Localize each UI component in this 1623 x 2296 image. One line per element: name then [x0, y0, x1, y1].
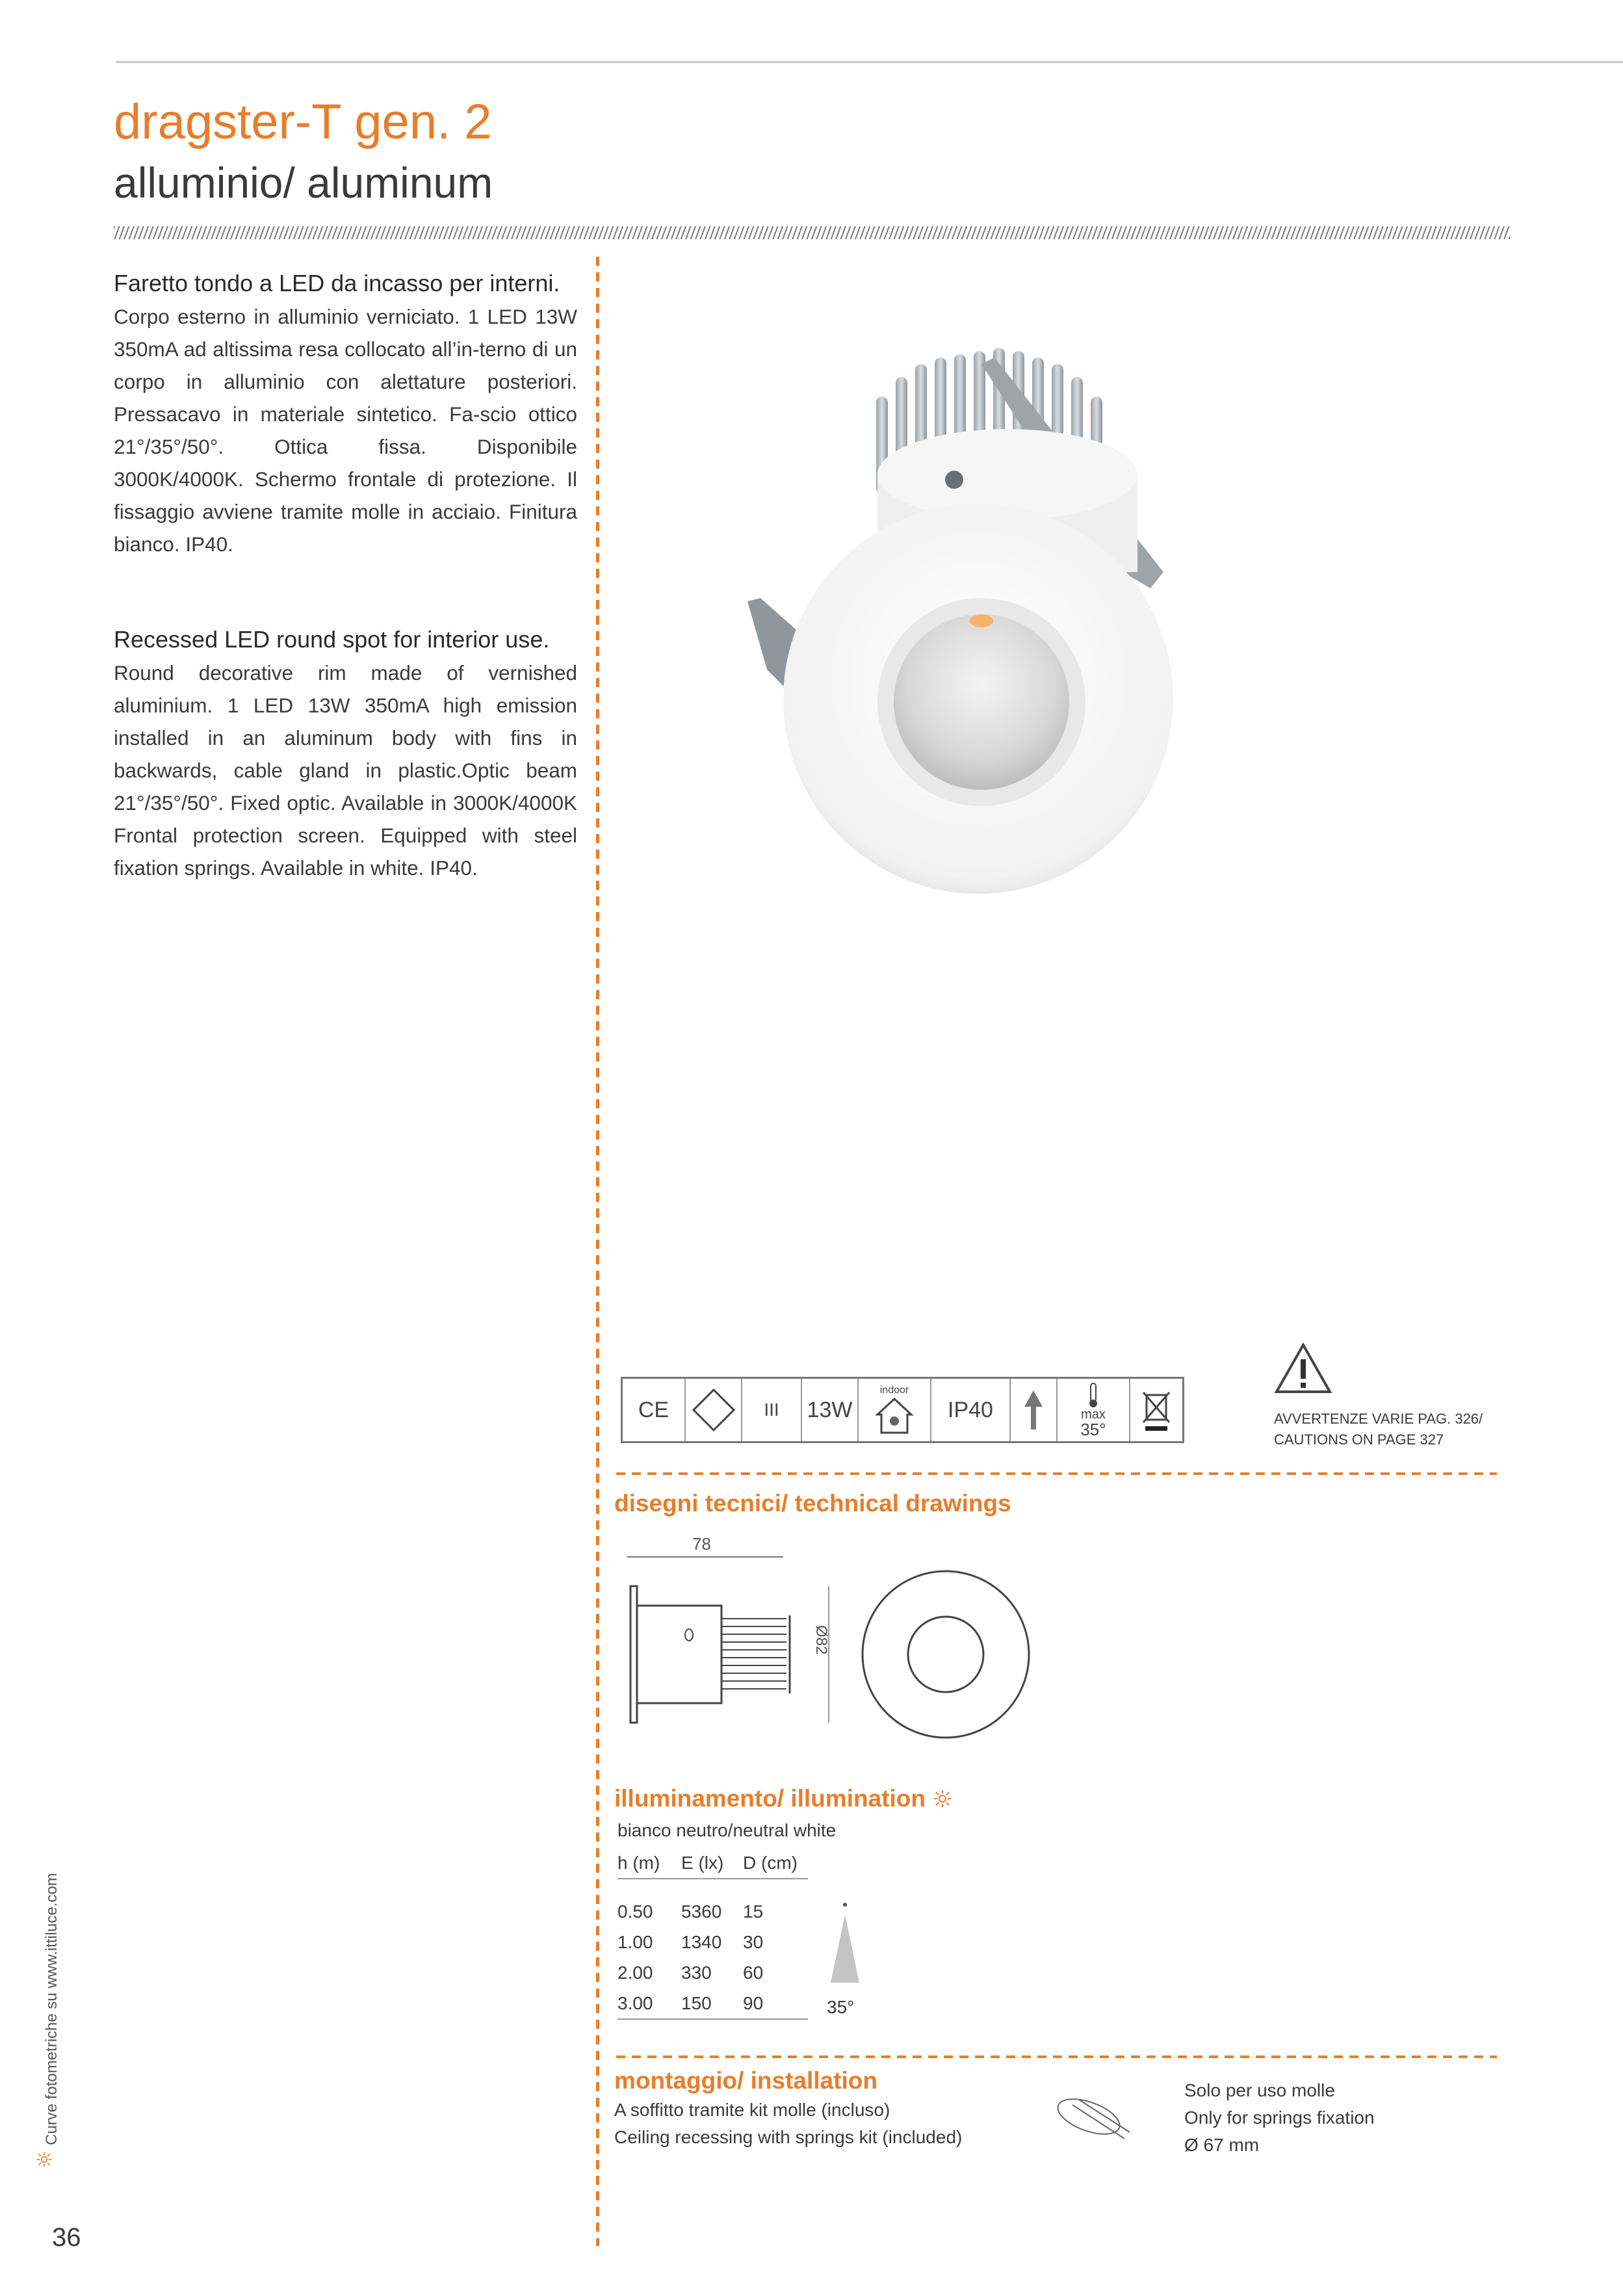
beam-cone-icon — [825, 1901, 864, 1989]
installation-title: montaggio/ installation — [614, 2067, 877, 2094]
power-label: 13W — [802, 1379, 859, 1441]
warning-line-1: AVVERTENZE VARIE PAG. 326/ — [1274, 1411, 1483, 1427]
class-iii-icon — [686, 1379, 742, 1441]
table-cell: 330 — [681, 1962, 712, 1983]
description-italian-body: Corpo esterno in alluminio verniciato. 1 LED 13W 350mA ad altissima resa collocato all’in-terno di un corpo in alluminio con alettature posteriori. Pressacavo in materiale sintetico. Fa-scio ottico 21°/35°/50°. Ottica fissa. Disponibile 3000K/4000K. Schermo frontale di protezione. Il fissaggio avviene tramite molle in acciaio. Finitura bianco. IP40. — [114, 305, 577, 556]
product-title: dragster-T gen. 2 — [114, 94, 492, 150]
description-english-heading: Recessed LED round spot for interior use. — [114, 626, 550, 653]
installation-note-3: Ø 67 mm — [1184, 2135, 1260, 2155]
illumination-header-row — [617, 1847, 808, 1879]
top-rule — [116, 61, 1623, 63]
max-temperature — [1058, 1379, 1130, 1441]
product-subtitle: alluminio/ aluminum — [114, 159, 493, 207]
description-italian — [114, 267, 577, 560]
illumination-heading — [614, 1785, 952, 1812]
diamond-icon — [691, 1387, 736, 1433]
table-row — [617, 1896, 808, 1927]
table-row — [617, 1957, 808, 1988]
installation-note-2: Only for springs fixation — [1184, 2107, 1375, 2128]
page-number: 36 — [52, 2223, 81, 2252]
arrow-up-icon — [1011, 1379, 1058, 1441]
table-cell: 90 — [743, 1992, 764, 2013]
table-cell: 3.00 — [617, 1992, 653, 2013]
weee-bin-icon — [1130, 1379, 1182, 1441]
illumination-table — [617, 1847, 808, 2020]
table-row — [617, 1927, 808, 1957]
hatch-divider — [114, 226, 1510, 239]
table-row — [617, 1988, 808, 2019]
ce-mark: CE — [623, 1379, 686, 1441]
description-english-body: Round decorative rim made of vernished aluminium. 1 LED 13W 350mA high emission installed in an aluminum body with fins in backwards, cable gland in plastic.Optic beam 21°/35°/50°. Fixed optic. Available in 3000K/4000K Frontal protection screen. Equipped with steel fixation springs. Available in white. IP40. — [114, 661, 577, 880]
table-cell: 5360 — [681, 1901, 722, 1922]
certification-strip — [621, 1377, 1184, 1443]
section-divider-1 — [616, 1472, 1497, 1475]
indoor-icon — [859, 1379, 931, 1441]
table-cell: 2.00 — [617, 1962, 653, 1983]
max-label: max — [1081, 1407, 1106, 1422]
indoor-label: indoor — [879, 1385, 909, 1396]
installation-line-1: A soffitto tramite kit molle (incluso) — [614, 2100, 890, 2120]
warning-line-2: CAUTIONS ON PAGE 327 — [1274, 1431, 1444, 1448]
photometric-curves-link[interactable]: Curve fotometriche su www.ittiluce.com — [43, 1873, 60, 2145]
description-english — [114, 623, 577, 884]
diameter-dimension: Ø82 — [812, 1625, 830, 1655]
table-cell: 0.50 — [617, 1901, 653, 1922]
column-header-e: E (lx) — [681, 1852, 724, 1873]
sun-icon — [933, 1790, 952, 1808]
spring-mount-icon — [1053, 2092, 1131, 2147]
section-divider-2 — [616, 2055, 1497, 2058]
table-cell: 1340 — [681, 1931, 722, 1952]
illumination-title: illuminamento/ illumination — [614, 1785, 926, 1812]
width-dimension: 78 — [692, 1534, 711, 1554]
installation-note-1: Solo per uso molle — [1184, 2080, 1335, 2100]
technical-drawing — [621, 1534, 1037, 1749]
illumination-subtitle: bianco neutro/neutral white — [617, 1820, 837, 1840]
column-separator — [596, 257, 599, 2246]
column-header-d: D (cm) — [743, 1852, 798, 1873]
house-icon — [875, 1396, 914, 1435]
class-iii-label: III — [742, 1379, 802, 1441]
product-photo — [721, 325, 1306, 910]
ip-rating: IP40 — [931, 1379, 1011, 1441]
thermometer-icon — [1087, 1382, 1100, 1408]
technical-drawings-title: disegni tecnici/ technical drawings — [614, 1490, 1011, 1517]
table-cell: 15 — [743, 1901, 764, 1922]
table-cell: 1.00 — [617, 1931, 653, 1952]
warning-icon — [1274, 1342, 1332, 1398]
table-cell: 60 — [743, 1962, 764, 1983]
table-cell: 150 — [681, 1992, 712, 2013]
max-temp-value: 35° — [1080, 1420, 1106, 1439]
sidebar-sun-icon — [36, 2152, 52, 2171]
installation-line-2: Ceiling recessing with springs kit (included) — [614, 2127, 963, 2147]
description-italian-heading: Faretto tondo a LED da incasso per interni. — [114, 270, 560, 296]
beam-angle: 35° — [827, 1997, 855, 2017]
column-header-h: h (m) — [617, 1852, 660, 1873]
table-cell: 30 — [743, 1931, 764, 1952]
